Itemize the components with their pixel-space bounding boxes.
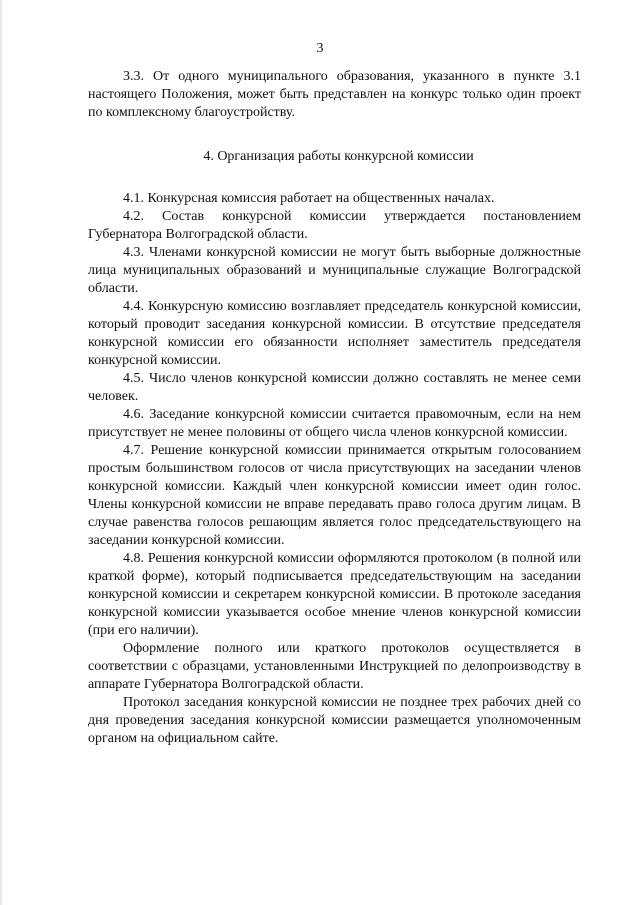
document-body — [88, 68, 581, 748]
paragraph-4-8: 4.8. Решения конкурсной комиссии оформляются протоколом (в полной или краткой форме), который подписывается председательствующим на заседании конкурсной комиссии и секретарем конкурсной комиссии. В протоколе заседания конкурсной комиссии указывается особое мнение членов конкурсной комиссии (при его наличии). — [88, 551, 581, 638]
scan-edge — [0, 0, 2, 905]
paragraph-4-2: 4.2. Состав конкурсной комиссии утверждается постановлением Губернатора Волгоградской области. — [88, 209, 581, 242]
paragraph-4-6: 4.6. Заседание конкурсной комиссии считается правомочным, если на нем присутствует не менее половины от общего числа членов конкурсной комиссии. — [88, 407, 581, 440]
paragraph-4-4: 4.4. Конкурсную комиссию возглавляет председатель конкурсной комиссии, который проводит заседания конкурсной комиссии. В отсутствие председателя конкурсной комиссии его обязанности исполняет заместитель председателя конкурсной комиссии. — [88, 299, 581, 368]
paragraph-3-3: 3.3. От одного муниципального образования, указанного в пункте 3.1 настоящего Положения, может быть представлен на конкурс только один проект по комплексному благоустройству. — [88, 69, 581, 120]
paragraph-4-3: 4.3. Членами конкурсной комиссии не могут быть выборные должностные лица муниципальных образований и муниципальные служащие Волгоградской области. — [88, 245, 581, 296]
paragraph-4-5: 4.5. Число членов конкурсной комиссии должно составлять не менее семи человек. — [88, 371, 581, 404]
paragraph-protocol-format: Оформление полного или краткого протоколов осуществляется в соответствии с образцами, установленными Инструкцией по делопроизводству в аппарате Губернатора Волгоградской области. — [88, 641, 581, 692]
paragraph-4-1: 4.1. Конкурсная комиссия работает на общественных началах. — [123, 191, 495, 206]
paragraph-4-7: 4.7. Решение конкурсной комиссии принимается открытым голосованием простым большинством голосов от числа присутствующих на заседании членов конкурсной комиссии. Каждый член конкурсной комиссии имеет один голос. Члены конкурсной комиссии не вправе передавать право голоса другим лицам. В случае равенства голосов решающим является голос председательствующего на заседании конкурсной комиссии. — [88, 443, 581, 548]
section-heading: 4. Организация работы конкурсной комиссии — [203, 149, 474, 164]
page-number: 3 — [316, 41, 324, 56]
paragraph-protocol-publication: Протокол заседания конкурсной комиссии не позднее трех рабочих дней со дня проведения заседания конкурсной комиссии размещается уполномоченным органом на официальном сайте. — [88, 695, 581, 746]
